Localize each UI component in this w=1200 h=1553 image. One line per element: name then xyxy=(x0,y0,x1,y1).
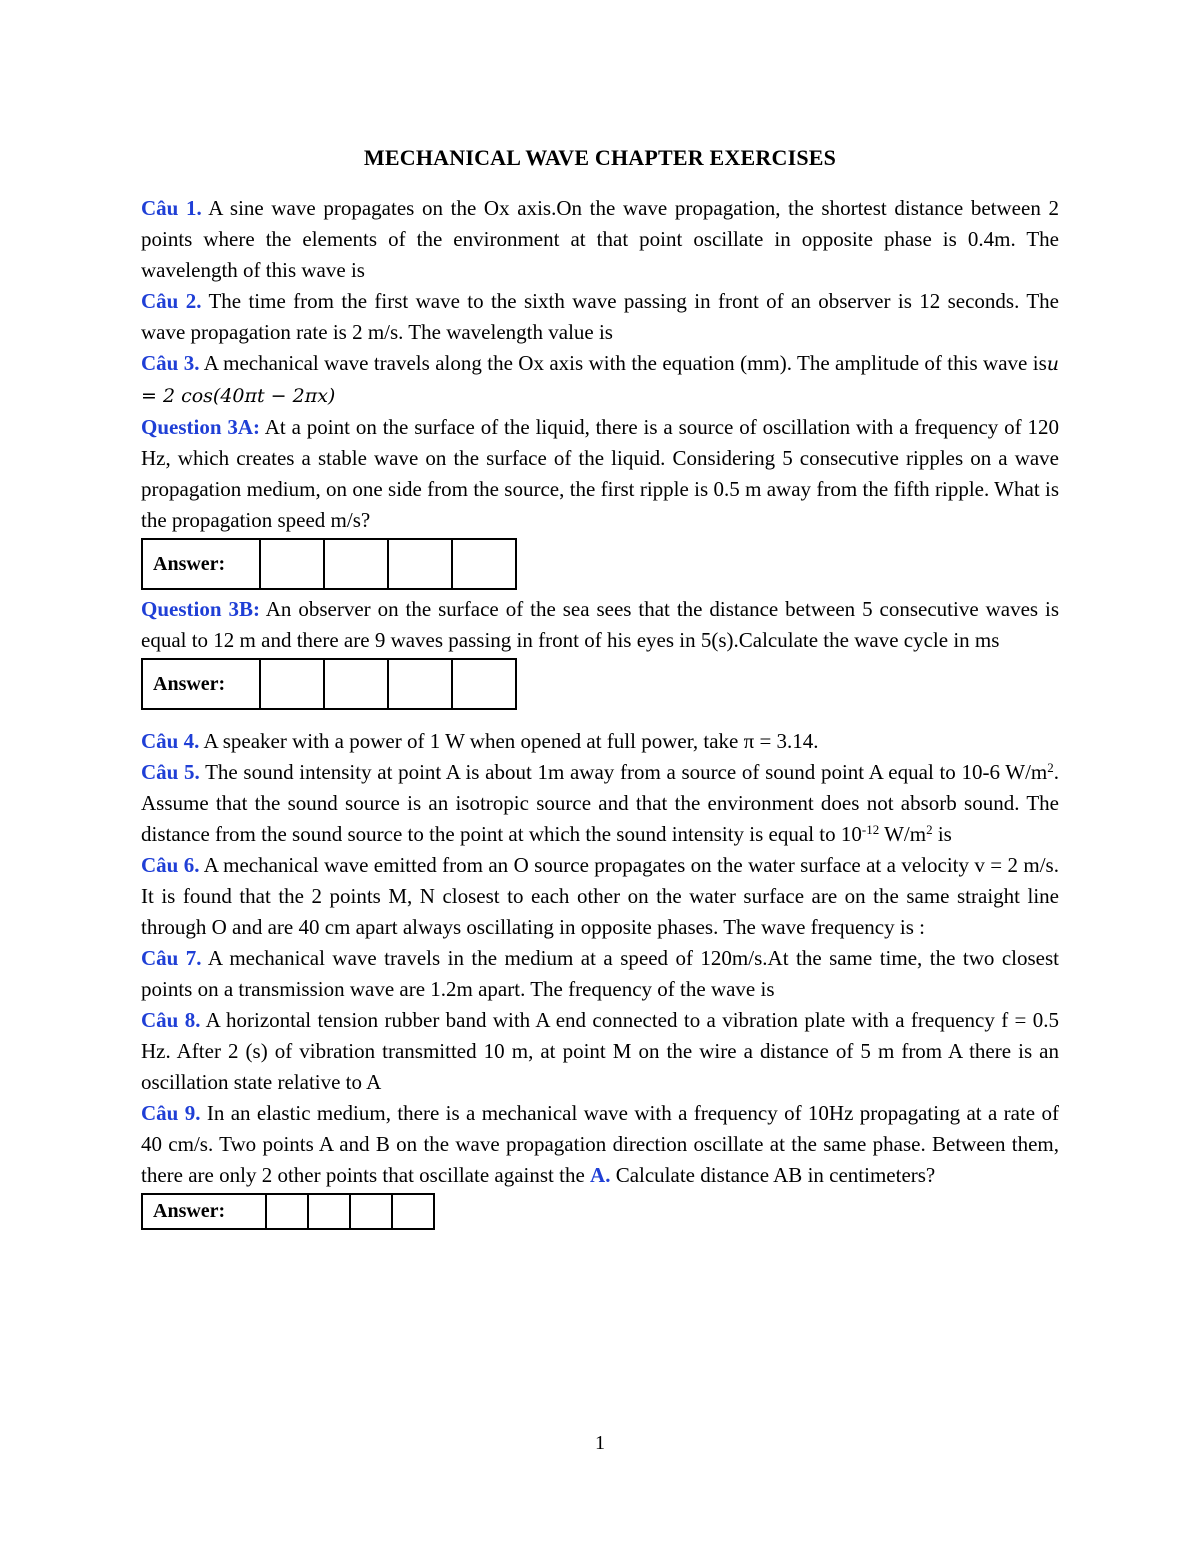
answer-cell[interactable] xyxy=(452,539,516,589)
question-9 xyxy=(141,1098,1059,1191)
question-label: Câu 7. xyxy=(141,946,202,970)
question-4 xyxy=(141,726,1059,757)
wave-equation: u = 2 cos(40πt − 2πx) xyxy=(141,353,1059,407)
question-6 xyxy=(141,850,1059,943)
question-text: A horizontal tension rubber band with A end connected to a vibration plate with a frequency f = 0.5 Hz. After 2 (s) of vibration transmitted 10 m, at point M on the wire a distance of 5 m from A there is an oscillation state relative to A xyxy=(141,1008,1059,1094)
question-2 xyxy=(141,286,1059,348)
page-number: 1 xyxy=(595,1432,605,1454)
question-3a xyxy=(141,412,1059,536)
answer-cell[interactable] xyxy=(392,1194,434,1229)
question-label: Question 3A: xyxy=(141,415,261,439)
question-text: A mechanical wave emitted from an O source propagates on the water surface at a velocity v = 2 m/s. It is found that the 2 points M, N closest to each other on the water surface are on the same straight line through O and are 40 cm apart always oscillating in opposite phases. The wave frequency is : xyxy=(141,853,1059,939)
answer-box-9 xyxy=(141,1193,435,1230)
question-text: A sine wave propagates on the Ox axis.On the wave propagation, the shortest distance between 2 points where the elements of the environment at that point oscillate in opposite phase is 0.4m. The wavelength of this wave is xyxy=(141,196,1059,282)
superscript: 2 xyxy=(1047,760,1054,775)
question-label: Câu 8. xyxy=(141,1008,201,1032)
answer-box-3b xyxy=(141,658,517,710)
answer-cell[interactable] xyxy=(350,1194,392,1229)
question-label: Câu 2. xyxy=(141,289,202,313)
answer-cell[interactable] xyxy=(388,659,452,709)
question-text: In an elastic medium, there is a mechanical wave with a frequency of 10Hz propagating at a rate of 40 cm/s. Two points A and B on the wave propagation direction oscillate at the same phase. Between them, there are only 2 other points that oscillate against the xyxy=(141,1101,1059,1187)
question-3b xyxy=(141,594,1059,656)
question-3 xyxy=(141,348,1059,412)
question-text: . Assume that the sound source is an isotropic source and that the environment does not absorb sound. The distance from the sound source to the point at which the sound intensity is equal to 10 xyxy=(141,760,1059,846)
spacer xyxy=(141,714,1059,726)
superscript: 2 xyxy=(926,822,933,837)
question-text: A mechanical wave travels along the Ox axis with the equation (mm). The amplitude of this wave is xyxy=(199,351,1047,375)
document-body xyxy=(141,193,1059,1234)
question-label: Câu 3. xyxy=(141,351,200,375)
answer-cell[interactable] xyxy=(324,539,388,589)
answer-cell[interactable] xyxy=(266,1194,308,1229)
answer-cell[interactable] xyxy=(260,659,324,709)
answer-cell[interactable] xyxy=(260,539,324,589)
question-label: Câu 1. xyxy=(141,196,202,220)
question-label: Question 3B: xyxy=(141,597,260,621)
question-label: Câu 5. xyxy=(141,760,200,784)
answer-cell[interactable] xyxy=(388,539,452,589)
question-label: Câu 4. xyxy=(141,729,200,753)
answer-label: Answer: xyxy=(142,659,260,709)
question-text: An observer on the surface of the sea sees that the distance between 5 consecutive waves is equal to 12 m and there are 9 waves passing in front of his eyes in 5(s).Calculate the wave cycle in ms xyxy=(141,597,1060,652)
answer-cell[interactable] xyxy=(324,659,388,709)
answer-cell[interactable] xyxy=(452,659,516,709)
question-text: W/m xyxy=(879,822,927,846)
document-title: MECHANICAL WAVE CHAPTER EXERCISES xyxy=(363,145,837,170)
question-text: A mechanical wave travels in the medium at a speed of 120m/s.At the same time, the two closest points on a transmission wave are 1.2m apart. The frequency of the wave is xyxy=(141,946,1059,1001)
question-label: Câu 9. xyxy=(141,1101,201,1125)
superscript: -12 xyxy=(861,822,880,837)
question-8 xyxy=(141,1005,1059,1098)
question-text: The time from the first wave to the sixth wave passing in front of an observer is 12 seconds. The wave propagation rate is 2 m/s. The wavelength value is xyxy=(141,289,1059,344)
question-5 xyxy=(141,757,1059,850)
question-1 xyxy=(141,193,1059,286)
answer-label: Answer: xyxy=(142,1194,266,1229)
question-text: The sound intensity at point A is about 1m away from a source of sound point A equal to 10-6 W/m xyxy=(199,760,1048,784)
answer-box-3a xyxy=(141,538,517,590)
question-text: is xyxy=(932,822,952,846)
question-7 xyxy=(141,943,1059,1005)
highlight-text: A. xyxy=(590,1163,611,1187)
question-text: Calculate distance AB in centimeters? xyxy=(610,1163,936,1187)
answer-cell[interactable] xyxy=(308,1194,350,1229)
question-label: Câu 6. xyxy=(141,853,200,877)
question-text: At a point on the surface of the liquid, there is a source of oscillation with a frequency of 120 Hz, which creates a stable wave on the surface of the liquid. Considering 5 consecutive ripples on a wave propagation medium, on one side from the source, the first ripple is 0.5 m away from the fifth ripple. What is the propagation speed m/s? xyxy=(141,415,1059,532)
question-text: A speaker with a power of 1 W when opened at full power, take π = 3.14. xyxy=(199,729,819,753)
answer-label: Answer: xyxy=(142,539,260,589)
